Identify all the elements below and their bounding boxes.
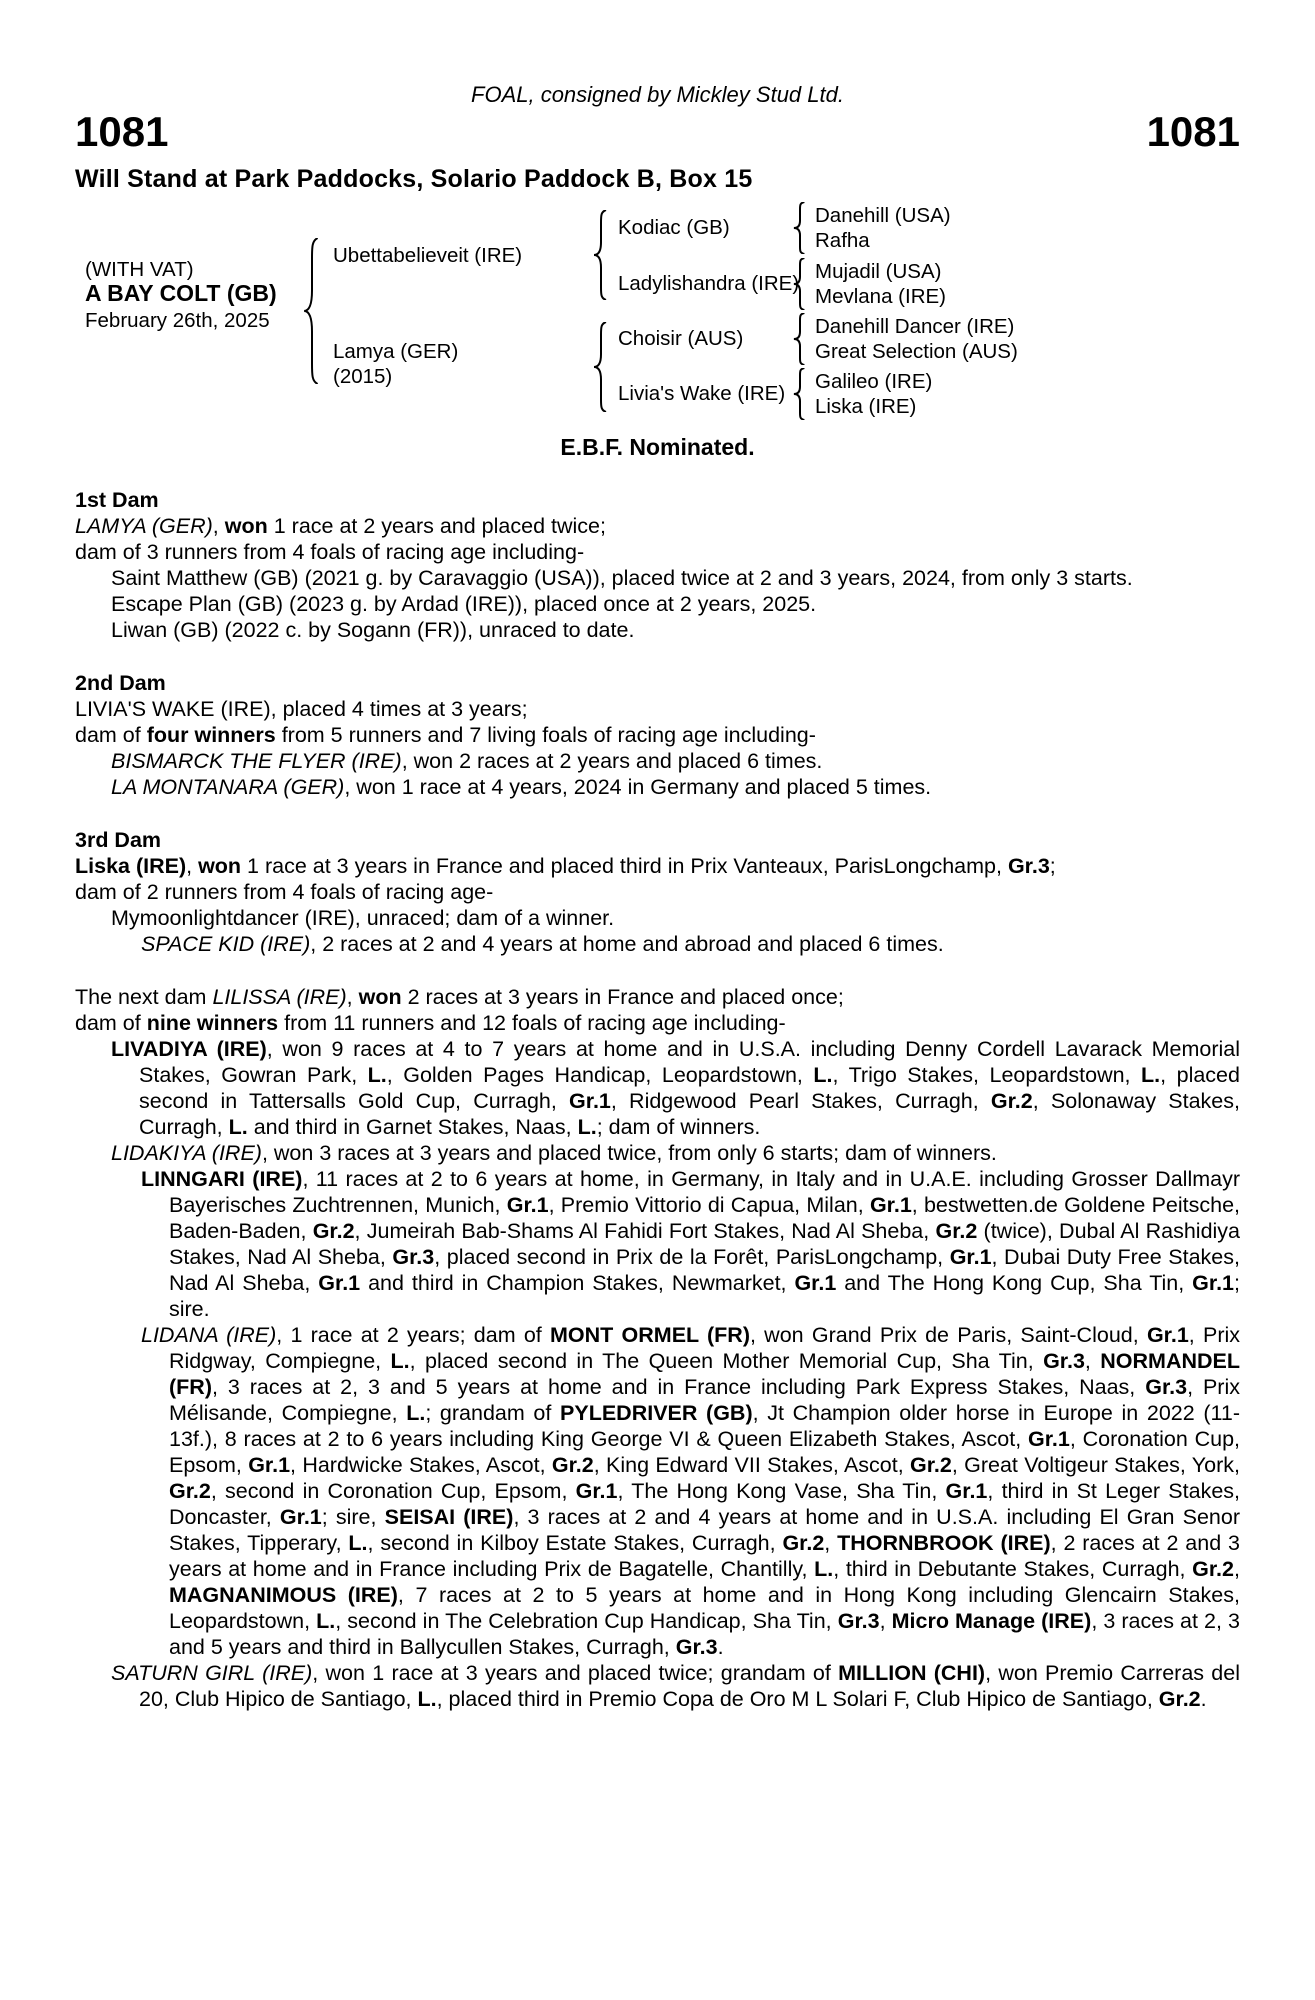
produce-entry: Escape Plan (GB) (2023 g. by Ardad (IRE)), placed once at 2 years, 2025. (111, 592, 817, 616)
second-dam-race-record: LIVIA'S WAKE (IRE), placed 4 times at 3 years; (75, 697, 528, 721)
consignor-line: FOAL, consigned by Mickley Stud Ltd. (471, 82, 844, 107)
second-dam-produce-intro: dam of four winners from 5 runners and 7 living foals of racing age including- (75, 723, 816, 747)
second-dam-name: Livia's Wake (IRE) (618, 382, 786, 405)
pedigree-brace-sire (593, 210, 609, 300)
pedigree-brace-gen1 (303, 238, 321, 384)
g3-name-2: Rafha (815, 229, 870, 252)
third-dam-race-record: Liska (IRE), won 1 race at 3 years in France and placed third in Prix Vanteaux, ParisLongchamp, Gr.3; (75, 854, 1056, 878)
g3-name-3: Mujadil (USA) (815, 260, 942, 283)
g3-name-1: Danehill (USA) (815, 204, 951, 227)
produce-entry: Liwan (GB) (2022 c. by Sogann (FR)), unraced to date. (111, 618, 635, 642)
produce-entry: Mymoonlightdancer (IRE), unraced; dam of a winner. (111, 906, 615, 930)
produce-entry: SATURN GIRL (IRE), won 1 race at 3 years and placed twice; grandam of MILLION (CHI), won Premio Carreras del 20, Club Hipico de Santiago, L., placed third in Premio Copa de Oro M L Solari F, Club Hipico de Santiago, Gr.2. (111, 1661, 1240, 1711)
first-dam-heading: 1st Dam (75, 488, 159, 512)
dam-name: Lamya (GER) (333, 340, 459, 363)
next-dam-race-record: The next dam LILISSA (IRE), won 2 races at 3 years in France and placed once; (75, 985, 844, 1009)
third-dam-produce-intro: dam of 2 runners from 4 foals of racing age- (75, 880, 494, 904)
sire-name: Ubettabelieveit (IRE) (333, 244, 523, 267)
lot-number-left: 1081 (75, 108, 169, 155)
damsire-name: Choisir (AUS) (618, 327, 744, 350)
next-dam-produce-intro: dam of nine winners from 11 runners and 12 foals of racing age including- (75, 1011, 786, 1035)
pedigree-brace-g3-2 (793, 258, 807, 310)
produce-entry: Saint Matthew (GB) (2021 g. by Caravaggio (USA)), placed twice at 2 and 3 years, 2024, from only 3 starts. (111, 566, 1133, 590)
produce-entry: LINNGARI (IRE), 11 races at 2 to 6 years at home, in Germany, in Italy and in U.A.E. including Grosser Dallmayr Bayerisches Zuchtrennen, Munich, Gr.1, Premio Vittorio di Capua, Milan, Gr.1, bestwetten.de Goldene Peitsche, Baden-Baden, Gr.2, Jumeirah Bab-Shams Al Fahidi Fort Stakes, Nad Al Sheba, Gr.2 (twice), Dubal Al Rashidiya Stakes, Nad Al Sheba, Gr.3, placed second in Prix de la Forêt, ParisLongchamp, Gr.1, Dubai Duty Free Stakes, Nad Al Sheba, Gr.1 and third in Champion Stakes, Newmarket, Gr.1 and The Hong Kong Cup, Sha Tin, Gr.1; sire. (141, 1167, 1241, 1321)
g3-name-8: Liska (IRE) (815, 395, 917, 418)
pedigree-brace-g3-1 (793, 202, 807, 254)
lot-number-right: 1081 (1146, 108, 1240, 155)
pedigree-chart (75, 202, 1240, 420)
produce-entry: LA MONTANARA (GER), won 1 race at 4 years, 2024 in Germany and placed 5 times. (111, 775, 932, 799)
foaling-date: February 26th, 2025 (85, 309, 270, 332)
g3-name-6: Great Selection (AUS) (815, 340, 1018, 363)
grandsire-name: Kodiac (GB) (618, 216, 730, 239)
stand-location-line: Will Stand at Park Paddocks, Solario Paddock B, Box 15 (75, 165, 753, 193)
produce-entry: LIVADIYA (IRE), won 9 races at 4 to 7 years at home and in U.S.A. including Denny Cordell Lavarack Memorial Stakes, Gowran Park, L., Golden Pages Handicap, Leopardstown, L., Trigo Stakes, Leopardstown, L., placed second in Tattersalls Gold Cup, Curragh, Gr.1, Ridgewood Pearl Stakes, Curragh, Gr.2, Solonaway Stakes, Curragh, L. and third in Garnet Stakes, Naas, L.; dam of winners. (111, 1037, 1241, 1139)
pedigree-brace-dam (593, 322, 609, 412)
produce-entry: LIDAKIYA (IRE), won 3 races at 3 years and placed twice, from only 6 starts; dam of winners. (111, 1141, 997, 1165)
g3-name-4: Mevlana (IRE) (815, 285, 947, 308)
second-dam-heading: 2nd Dam (75, 671, 166, 695)
subject-name: A BAY COLT (GB) (85, 280, 277, 306)
first-dam-produce-intro: dam of 3 runners from 4 foals of racing age including- (75, 540, 585, 564)
pedigree-brace-g3-3 (793, 313, 807, 365)
ebf-nominated-line: E.B.F. Nominated. (560, 434, 755, 460)
produce-entry: LIDANA (IRE), 1 race at 2 years; dam of MONT ORMEL (FR), won Grand Prix de Paris, Saint-Cloud, Gr.1, Prix Ridgway, Compiegne, L., placed second in The Queen Mother Memorial Cup, Sha Tin, Gr.3, NORMANDEL (FR), 3 races at 2, 3 and 5 years at home and in France including Park Express Stakes, Naas, Gr.3, Prix Mélisande, Compiegne, L.; grandam of PYLEDRIVER (GB), Jt Champion older horse in Europe in 2022 (11-13f.), 8 races at 2 to 6 years including King George VI & Queen Elizabeth Stakes, Ascot, Gr.1, Coronation Cup, Epsom, Gr.1, Hardwicke Stakes, Ascot, Gr.2, King Edward VII Stakes, Ascot, Gr.2, Great Voltigeur Stakes, York, Gr.2, second in Coronation Cup, Epsom, Gr.1, The Hong Kong Vase, Sha Tin, Gr.1, third in St Leger Stakes, Doncaster, Gr.1; sire, SEISAI (IRE), 3 races at 2 and 4 years at home and in U.S.A. including El Gran Senor Stakes, Tipperary, L., second in Kilboy Estate Stakes, Curragh, Gr.2, THORNBROOK (IRE), 2 races at 2 and 3 years at home and in France including Prix de Bagatelle, Chantilly, L., third in Debutante Stakes, Curragh, Gr.2, MAGNANIMOUS (IRE), 7 races at 2 to 5 years at home and in Hong Kong including Glencairn Stakes, Leopardstown, L., second in The Celebration Cup Handicap, Sha Tin, Gr.3, Micro Manage (IRE), 3 races at 2, 3 and 5 years and third in Ballycullen Stakes, Curragh, Gr.3. (141, 1323, 1241, 1659)
granddam-name: Ladylishandra (IRE) (618, 272, 800, 295)
g3-name-7: Galileo (IRE) (815, 370, 933, 393)
vat-note: (WITH VAT) (85, 258, 194, 281)
pedigree-brace-g3-4 (793, 368, 807, 420)
produce-entry: SPACE KID (IRE), 2 races at 2 and 4 years at home and abroad and placed 6 times. (141, 932, 944, 956)
first-dam-race-record: LAMYA (GER), won 1 race at 2 years and placed twice; (75, 514, 606, 538)
third-dam-heading: 3rd Dam (75, 828, 162, 852)
dam-year: (2015) (333, 365, 393, 388)
produce-entry: BISMARCK THE FLYER (IRE), won 2 races at 2 years and placed 6 times. (111, 749, 823, 773)
g3-name-5: Danehill Dancer (IRE) (815, 315, 1015, 338)
lot-number-row (75, 110, 1240, 154)
